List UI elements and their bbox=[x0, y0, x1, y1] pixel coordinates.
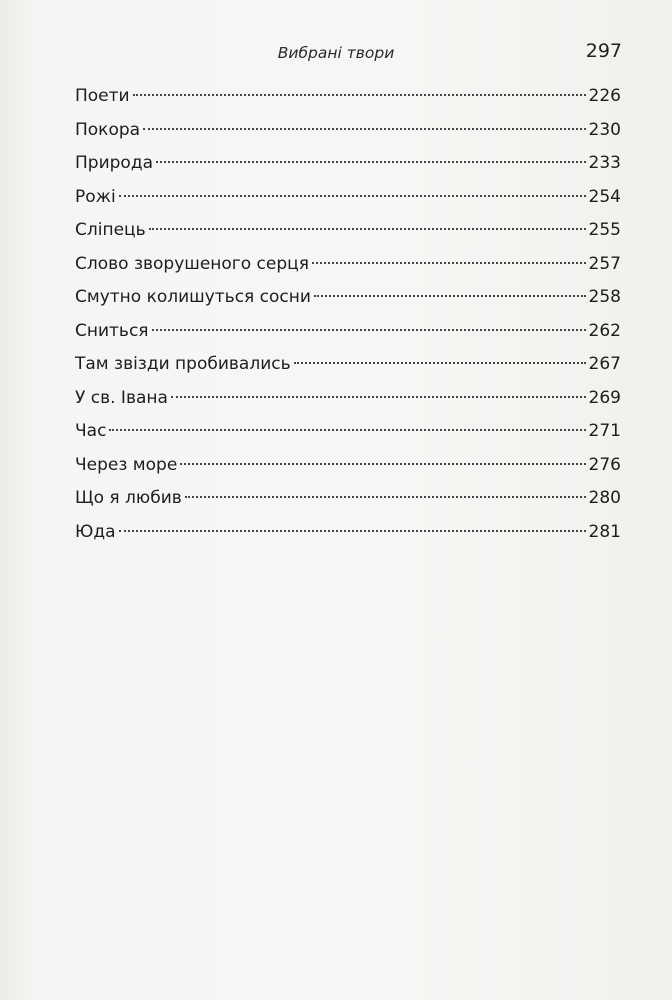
toc-dot-leader bbox=[180, 463, 585, 465]
toc-entry bbox=[75, 348, 621, 382]
toc-dot-leader bbox=[312, 262, 586, 264]
toc-entry bbox=[75, 315, 621, 349]
toc-entry bbox=[75, 482, 621, 516]
toc-entry-page: 271 bbox=[588, 421, 621, 441]
toc-entry-page: 230 bbox=[588, 119, 621, 140]
toc-entry bbox=[75, 281, 621, 315]
toc-dot-leader bbox=[185, 496, 586, 498]
toc-dot-leader bbox=[119, 530, 586, 532]
toc-entry-page: 262 bbox=[588, 320, 621, 341]
toc-entry bbox=[75, 147, 621, 181]
toc-entry-page: 254 bbox=[588, 186, 621, 207]
toc-entry bbox=[75, 80, 621, 114]
toc-entry bbox=[75, 248, 621, 282]
toc-entry-page: 255 bbox=[588, 220, 621, 240]
toc-entry-page: 233 bbox=[588, 153, 621, 173]
toc-entry-page: 267 bbox=[588, 354, 621, 374]
toc-entry bbox=[75, 382, 621, 416]
toc-entry-page: 281 bbox=[588, 521, 621, 542]
toc-dot-leader bbox=[171, 396, 586, 398]
toc-dot-leader bbox=[143, 128, 585, 130]
toc-entry-page: 257 bbox=[588, 253, 621, 274]
toc-entry-title: У св. Івана bbox=[75, 387, 168, 408]
toc-entry-title: Через море bbox=[75, 454, 178, 475]
toc-entry-title: Смутно колишуться сосни bbox=[75, 287, 311, 307]
toc-entry bbox=[75, 114, 621, 148]
toc-entry-title: Сниться bbox=[75, 320, 149, 341]
toc-entry-title: Юда bbox=[75, 521, 116, 542]
toc-entry-title: Час bbox=[75, 421, 107, 441]
table-of-contents bbox=[75, 80, 621, 549]
toc-entry-page: 269 bbox=[588, 387, 621, 408]
toc-entry bbox=[75, 516, 621, 550]
toc-entry-title: Рожі bbox=[75, 186, 116, 207]
toc-entry-page: 276 bbox=[588, 454, 621, 475]
toc-dot-leader bbox=[156, 161, 586, 163]
toc-entry-page: 280 bbox=[588, 488, 621, 508]
toc-entry-title: Що я любив bbox=[75, 488, 182, 508]
toc-dot-leader bbox=[109, 429, 585, 431]
running-title: Вибрані твори bbox=[277, 44, 395, 62]
toc-entry-title: Там звізди пробивались bbox=[75, 354, 291, 374]
toc-entry-title: Покора bbox=[75, 119, 141, 140]
toc-entry-title: Поети bbox=[75, 86, 130, 106]
toc-entry-page: 258 bbox=[588, 287, 621, 307]
toc-entry-title: Природа bbox=[75, 153, 153, 173]
toc-dot-leader bbox=[149, 228, 586, 230]
toc-entry-title: Слово зворушеного серця bbox=[75, 253, 309, 274]
toc-entry bbox=[75, 449, 621, 483]
toc-entry bbox=[75, 415, 621, 449]
toc-entry bbox=[75, 181, 621, 215]
toc-entry-page: 226 bbox=[588, 86, 621, 106]
toc-dot-leader bbox=[152, 329, 586, 331]
toc-dot-leader bbox=[133, 94, 586, 96]
toc-entry-title: Сліпець bbox=[75, 220, 146, 240]
toc-dot-leader bbox=[294, 362, 586, 364]
toc-dot-leader bbox=[119, 195, 586, 197]
toc-entry bbox=[75, 214, 621, 248]
toc-dot-leader bbox=[314, 295, 586, 297]
page-header bbox=[0, 38, 672, 68]
page-number: 297 bbox=[585, 40, 622, 62]
